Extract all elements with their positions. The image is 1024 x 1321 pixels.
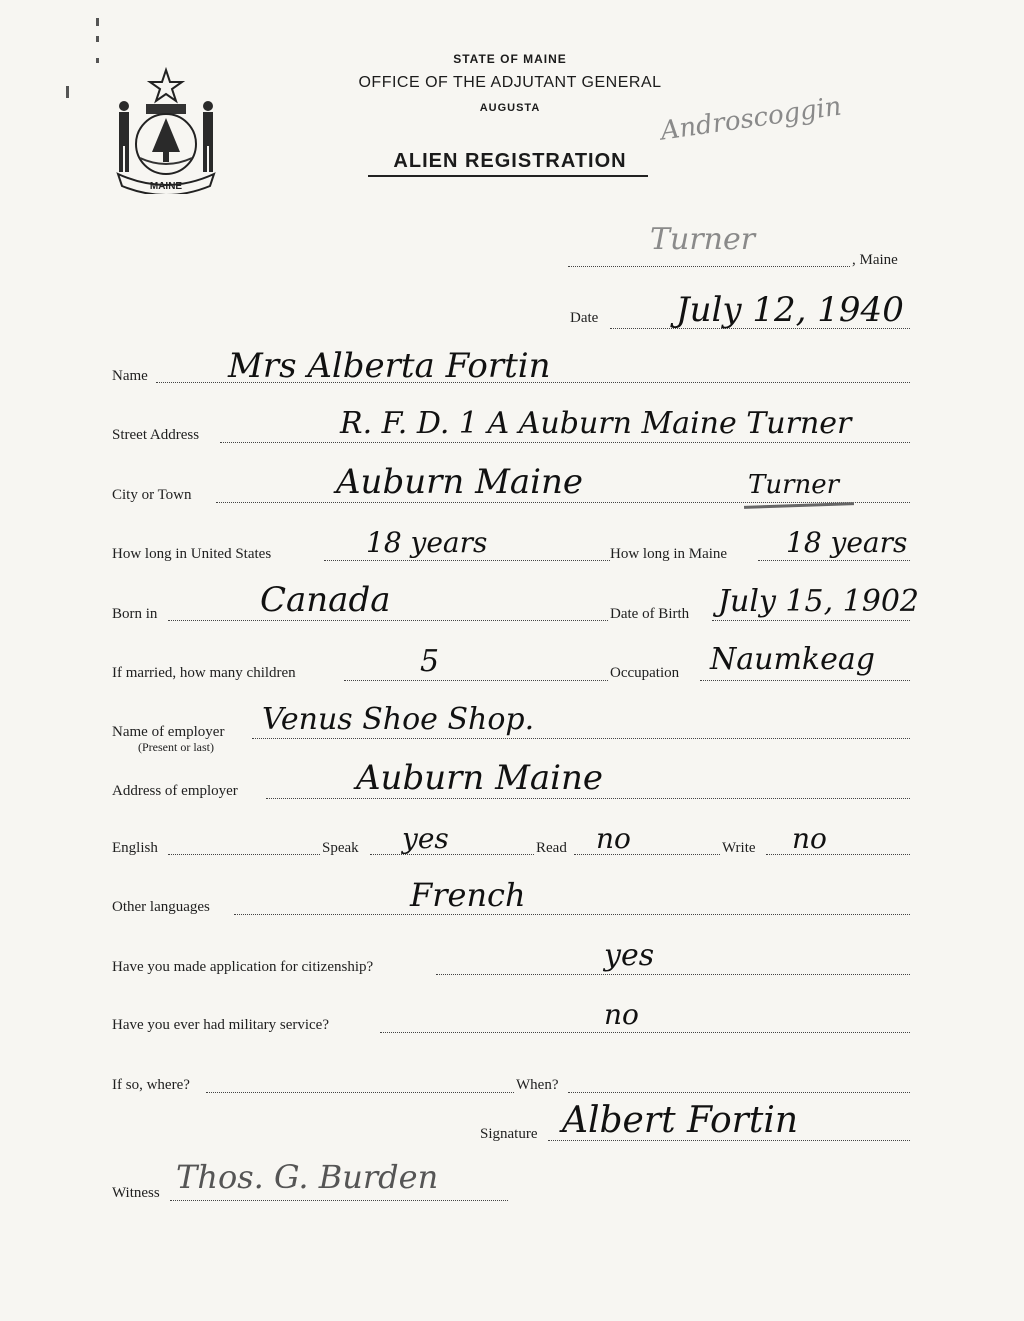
born-in-value: Canada <box>260 580 391 620</box>
speak-value: yes <box>402 822 449 855</box>
occupation-label: Occupation <box>610 665 680 681</box>
street-address-value: R. F. D. 1 A Auburn Maine Turner <box>340 406 852 441</box>
citizenship-value: yes <box>604 938 655 973</box>
years-in-us-label: How long in United States <box>112 546 272 562</box>
town-annotation: Turner <box>650 222 756 257</box>
scan-mark <box>96 36 99 42</box>
signature-label: Signature <box>480 1126 538 1142</box>
citizenship-line <box>436 956 910 975</box>
office-heading: OFFICE OF THE ADJUTANT GENERAL <box>358 74 662 91</box>
where-line <box>206 1074 514 1093</box>
citizenship-label: Have you made application for citizenship? <box>112 959 374 975</box>
form-title: ALIEN REGISTRATION <box>393 150 627 172</box>
name-label: Name <box>112 368 148 384</box>
maine-suffix: , Maine <box>852 252 898 268</box>
read-value: no <box>596 822 631 855</box>
turner-underline <box>744 502 854 509</box>
other-languages-value: French <box>410 876 526 914</box>
city-town-extra: Turner <box>748 470 840 500</box>
speak-line <box>370 836 534 855</box>
employer-address-label: Address of employer <box>112 783 238 799</box>
english-label: English <box>112 840 158 856</box>
read-label: Read <box>536 840 567 856</box>
name-value: Mrs Alberta Fortin <box>228 346 551 386</box>
write-line <box>766 836 910 855</box>
state-seal-icon <box>110 66 222 194</box>
other-languages-label: Other languages <box>112 899 210 915</box>
occupation-value: Naumkeag <box>710 642 875 677</box>
date-label: Date <box>570 310 599 326</box>
signature-value: Albert Fortin <box>562 1100 799 1141</box>
write-value: no <box>792 822 827 855</box>
scan-mark <box>96 18 99 26</box>
county-annotation: Androscoggin <box>658 91 844 147</box>
title-underline <box>368 175 648 177</box>
employer-value: Venus Shoe Shop. <box>262 702 535 737</box>
speak-label: Speak <box>322 840 359 856</box>
city-town-label: City or Town <box>112 487 192 503</box>
years-in-maine-value: 18 years <box>786 526 908 559</box>
children-label: If married, how many children <box>112 665 296 681</box>
military-label: Have you ever had military service? <box>112 1017 329 1033</box>
where-label: If so, where? <box>112 1077 190 1093</box>
city-heading: AUGUSTA <box>479 102 541 114</box>
state-heading: STATE OF MAINE <box>453 52 567 66</box>
children-value: 5 <box>420 644 440 679</box>
city-town-value: Auburn Maine <box>336 462 584 502</box>
born-in-label: Born in <box>112 606 158 622</box>
scan-mark <box>96 58 99 63</box>
write-label: Write <box>722 840 756 856</box>
when-line <box>568 1074 910 1093</box>
date-of-birth-value: July 15, 1902 <box>718 584 920 619</box>
when-label: When? <box>516 1077 559 1093</box>
scan-mark <box>66 86 69 98</box>
seal-banner-text: MAINE <box>149 181 183 192</box>
date-of-birth-label: Date of Birth <box>610 606 690 622</box>
witness-label: Witness <box>112 1185 160 1201</box>
military-line <box>380 1014 910 1033</box>
employer-address-value: Auburn Maine <box>356 758 604 798</box>
employer-sublabel: (Present or last) <box>138 740 214 754</box>
witness-value: Thos. G. Burden <box>176 1158 439 1196</box>
military-value: no <box>604 998 639 1031</box>
other-languages-line <box>234 896 910 915</box>
street-address-label: Street Address <box>112 427 200 443</box>
town-line <box>568 248 850 267</box>
date-value: July 12, 1940 <box>676 290 904 330</box>
english-line <box>168 836 320 855</box>
children-line <box>344 662 608 681</box>
years-in-maine-label: How long in Maine <box>610 546 728 562</box>
employer-label: Name of employer <box>112 724 225 740</box>
years-in-us-value: 18 years <box>366 526 488 559</box>
